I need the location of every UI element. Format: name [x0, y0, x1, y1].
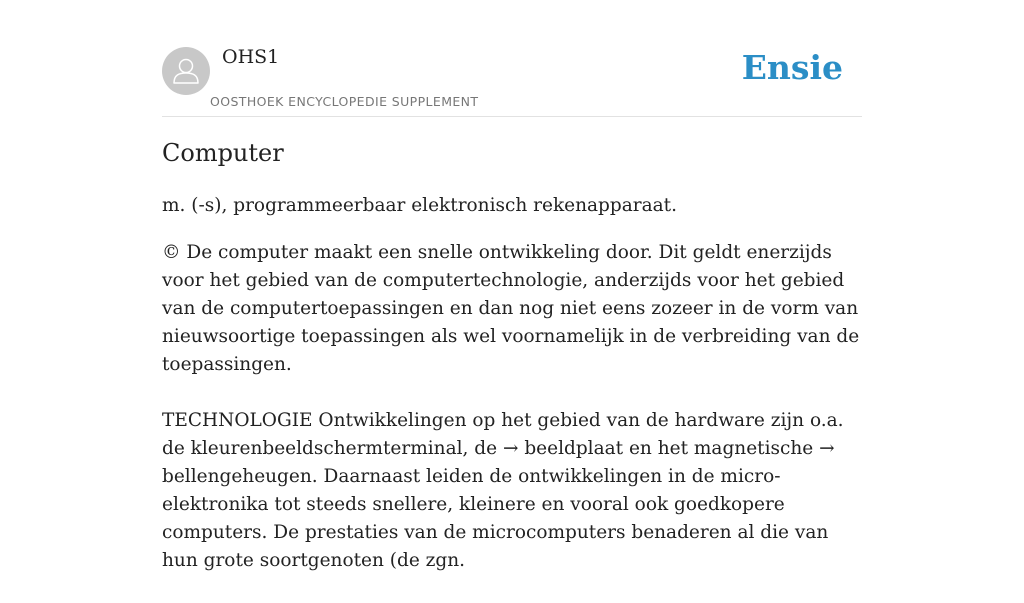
entry-paragraph: TECHNOLOGIE Ontwikkelingen op het gebied van de hardware zijn o.a. de kleurenbeeldschermterminal, de → beeldplaat en het magnetische → bellengeheugen. Daarnaast leiden de ontwikkelingen in de micro-elektronika tot steeds snellere, kleinere en vooral ook goedkopere computers. De prestaties van de microcomputers benaderen al die van hun grote soortgenoten (de zgn.	[162, 410, 844, 571]
header	[162, 0, 862, 117]
source-avatar[interactable]	[162, 47, 210, 95]
brand-logo[interactable]: Ensie	[741, 48, 843, 87]
entry-body	[162, 192, 866, 603]
entry-definition: m. (-s), programmeerbaar elektronisch rekenapparaat.	[162, 195, 677, 216]
source-title[interactable]: OHS1	[222, 46, 280, 68]
source-subtitle: OOSTHOEK ENCYCLOPEDIE SUPPLEMENT	[210, 94, 479, 109]
entry-headword: Computer	[162, 139, 284, 167]
user-icon	[162, 47, 210, 95]
entry-paragraph: © De computer maakt een snelle ontwikkeling door. Dit geldt enerzijds voor het gebied van de computertechnologie, anderzijds voor het gebied van de computertoepassingen en dan nog niet eens zozeer in de vorm van nieuwsoortige toepassingen als wel voornamelijk in de verbreiding van de toepassingen.	[162, 242, 860, 375]
